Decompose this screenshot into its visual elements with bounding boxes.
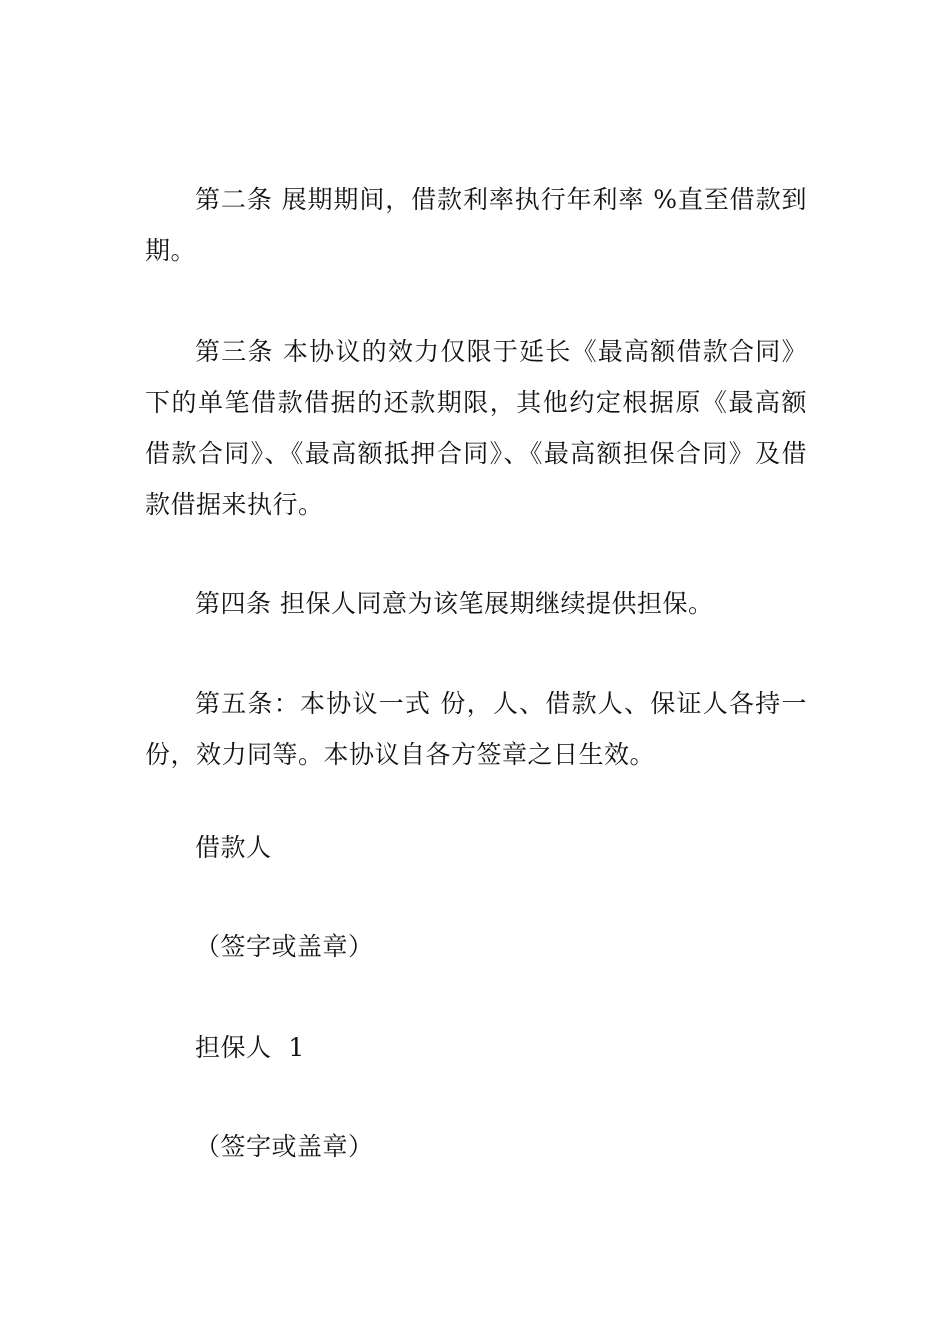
- borrower-label: 借款人: [195, 833, 272, 862]
- article-3-paragraph: 第三条 本协议的效力仅限于延长《最高额借款合同》下的单笔借款借据的还款期限，其他约定根据原《最高额借款合同》、《最高额抵押合同》、《最高额担保合同》及借款借据来执行。: [145, 337, 807, 519]
- article-2-paragraph: 第二条 展期期间，借款利率执行年利率 %直至借款到期。: [145, 185, 807, 265]
- article-5-paragraph: 第五条：本协议一式 份，人、借款人、保证人各持一份，效力同等。本协议自各方签章之日生效。: [145, 689, 807, 769]
- guarantor-1-signature-hint: （签字或盖章）: [195, 1132, 374, 1161]
- borrower-signature-hint: （签字或盖章）: [195, 932, 374, 961]
- guarantor-1-label: 担保人 1: [195, 1033, 305, 1062]
- article-4-paragraph: 第四条 担保人同意为该笔展期继续提供担保。: [195, 589, 714, 618]
